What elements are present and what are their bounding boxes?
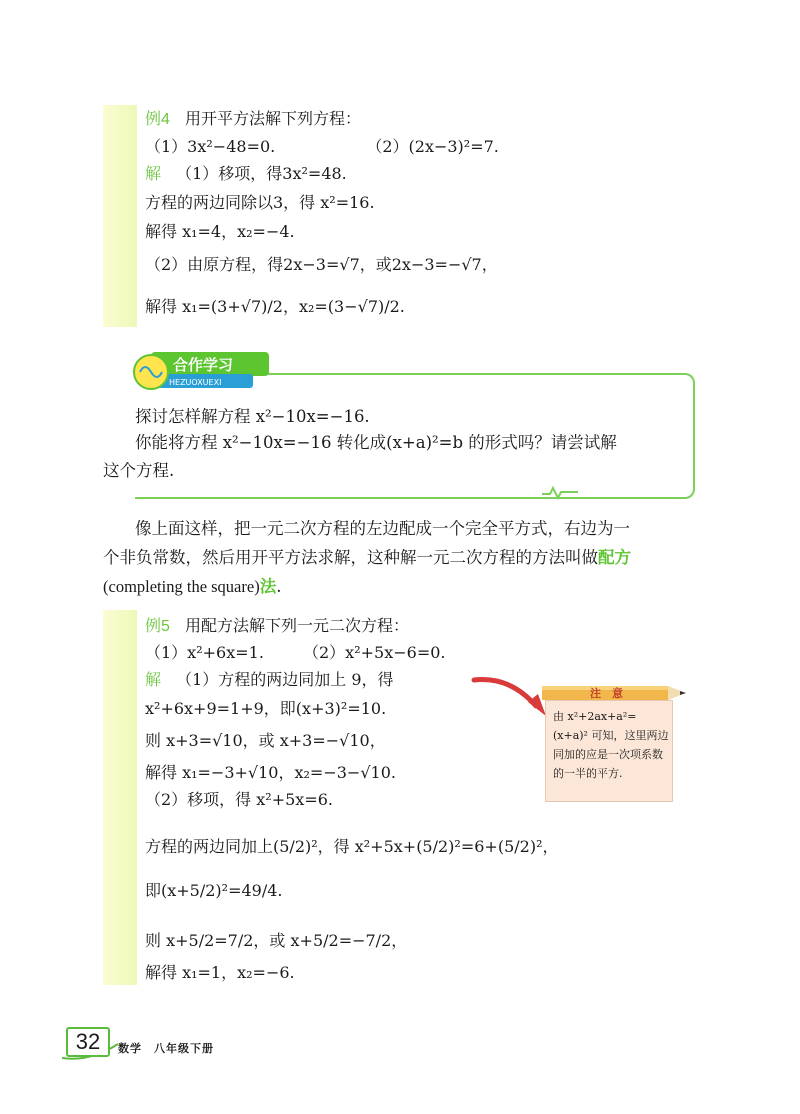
example5-solution-line4: 解得 x₁=−3+√10，x₂=−3−√10. <box>145 763 396 782</box>
example4-solution-line5: 解得 x₁=(3+√7)/2，x₂=(3−√7)/2. <box>145 297 405 316</box>
example5-problems <box>145 642 446 664</box>
example4-heading <box>145 108 361 131</box>
cooperative-learning-title: 合作学习 <box>173 356 234 374</box>
note-arrow <box>470 672 550 722</box>
example5-solution-line8: 则 x+5/2=7/2，或 x+5/2=−7/2， <box>145 931 408 950</box>
footer-book-title: 数学 八年级下册 <box>118 1043 214 1055</box>
note-text: 由 x²+2ax+a²=(x+a)² 可知，这里两边同加的应是一次项系数的一半的平方. <box>553 710 669 780</box>
example5-solution-line9: 解得 x₁=1，x₂=−6. <box>145 963 295 982</box>
definition-line2: 个非负常数，然后用开平方法求解，这种解一元二次方程的方法叫做配方 <box>103 548 631 567</box>
coop-question2: 你能将方程 x²−10x=−16 转化成(x+a)²=b 的形式吗？请尝试解 <box>135 433 617 452</box>
example5-solution-line1: 解 （1）方程的两边同加上 9，得 <box>145 670 394 689</box>
example5-problem2: （2）x²+5x−6=0. <box>303 643 446 662</box>
cooperative-learning-badge <box>131 350 273 392</box>
example5-heading <box>145 615 409 638</box>
squiggle-mark <box>540 484 580 500</box>
example5-margin-bar <box>103 610 137 985</box>
example4-solution-line3: 解得 x₁=4，x₂=−4. <box>145 222 295 241</box>
cooperative-learning-pinyin: HEZUOXUEXI <box>169 378 222 387</box>
term-fa: 法 <box>259 578 277 596</box>
example5-solution-line3: 则 x+3=√10，或 x+3=−√10， <box>145 731 386 750</box>
example4-solution-label: 解 <box>145 166 162 183</box>
example4-margin-bar <box>103 105 137 327</box>
example4-title: 用开平方法解下列方程： <box>185 109 362 128</box>
example5-label: 例5 <box>145 618 170 635</box>
example5-solution-line5: （2）移项，得 x²+5x=6. <box>145 790 333 809</box>
coop-question3: 这个方程. <box>103 461 175 480</box>
page-number: 32 <box>66 1027 110 1057</box>
example5-solution-line7: 即(x+5/2)²=49/4. <box>145 881 283 900</box>
example4-solution-line2: 方程的两边同除以3，得 x²=16. <box>145 193 375 212</box>
example5-solution-label: 解 <box>145 672 162 689</box>
example4-solution-line4: （2）由原方程，得2x−3=√7，或2x−3=−√7， <box>145 255 498 274</box>
example5-problem1: （1）x²+6x=1. <box>145 643 264 662</box>
example4-label: 例4 <box>145 111 170 128</box>
note-title: 注 意 <box>590 687 623 700</box>
term-peifang: 配方 <box>598 549 631 567</box>
example4-problem2: （2）(2x−3)²=7. <box>366 137 499 156</box>
example5-title: 用配方法解下列一元二次方程： <box>185 616 410 635</box>
definition-line1: 像上面这样，把一元二次方程的左边配成一个完全平方式，右边为一 <box>135 519 630 538</box>
example4-problems <box>145 136 499 158</box>
example5-solution-line6: 方程的两边同加上(5/2)²，得 x²+5x+(5/2)²=6+(5/2)²， <box>145 837 559 856</box>
example4-problem1: （1）3x²−48=0. <box>145 137 276 156</box>
coop-question1: 探讨怎样解方程 x²−10x=−16. <box>135 407 370 426</box>
example5-solution-line2: x²+6x+9=1+9，即(x+3)²=10. <box>145 699 387 718</box>
example4-solution-line1: 解 （1）移项，得3x²=48. <box>145 164 347 183</box>
definition-line3: (completing the square)法. <box>103 577 282 596</box>
